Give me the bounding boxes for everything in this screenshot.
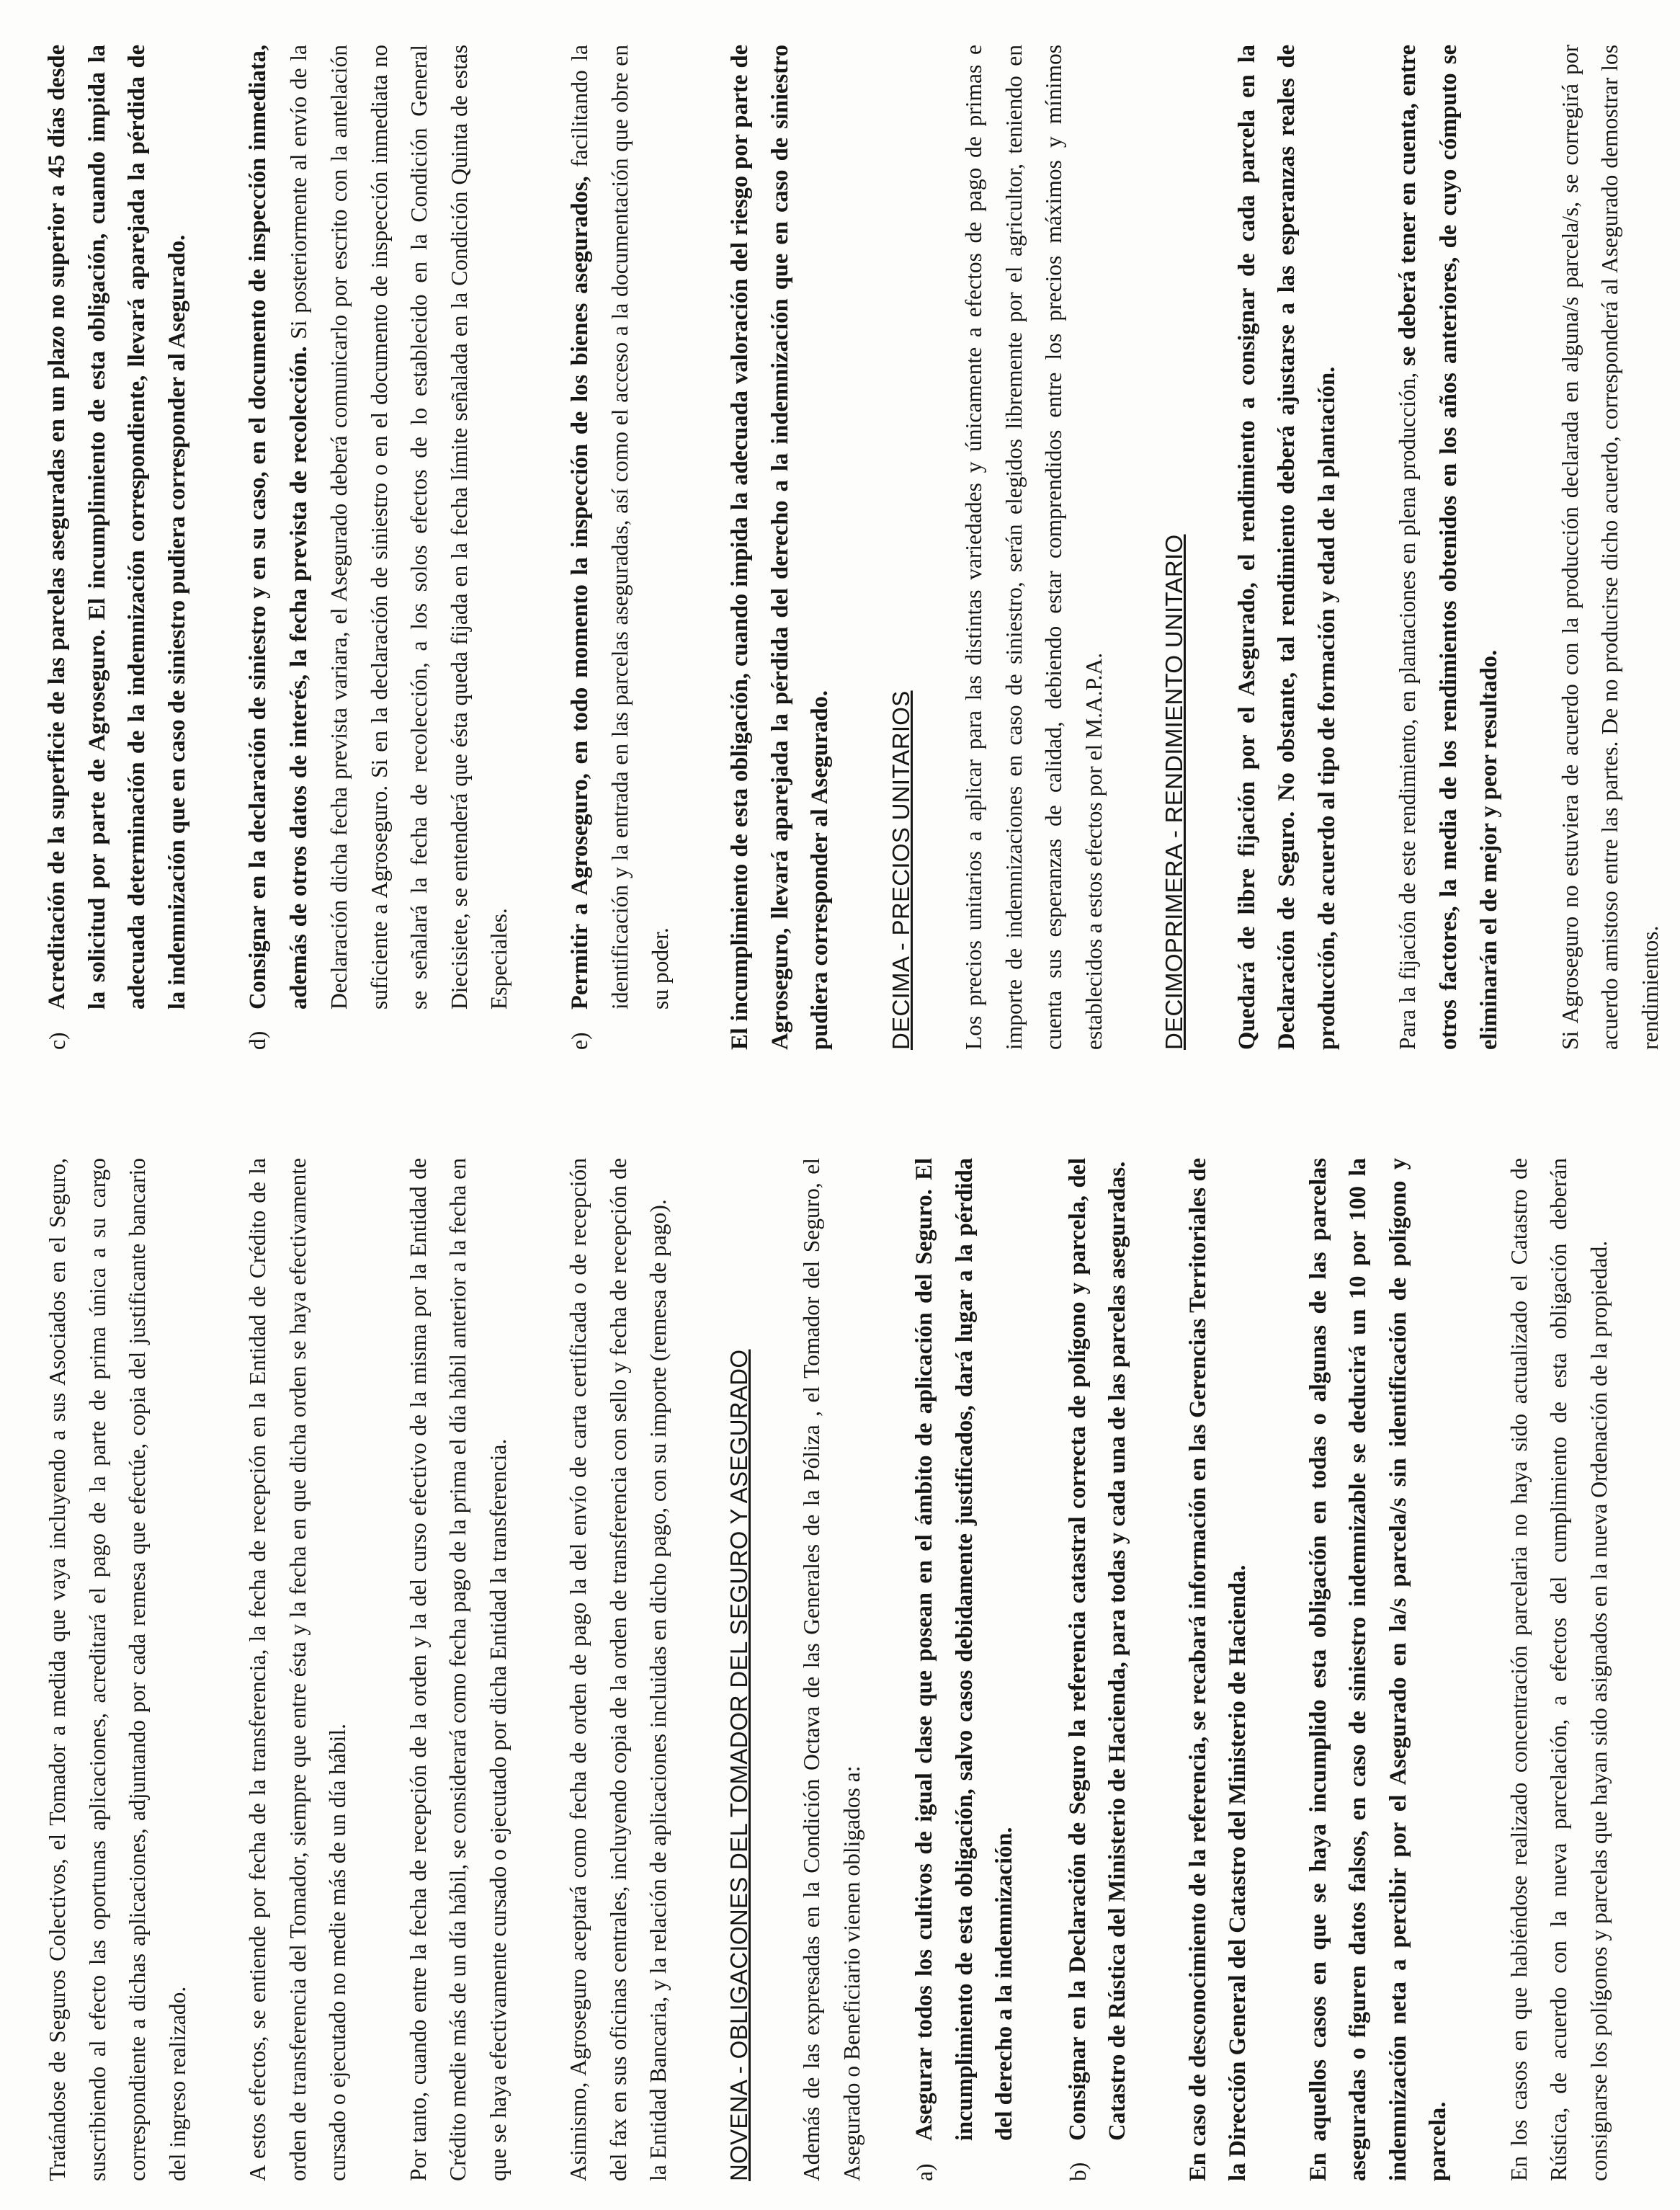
paragraph-yield-calculation — [1388, 45, 1510, 1050]
item-a-label: a) — [912, 2163, 937, 2181]
paragraph-deduction: En aquellos casos en que se haya incumplido esta obligación en todas o algunas de las parcelas aseguradas o figuren datos falsos, en caso de siniestro indemnizable se deducirá un 10 por 100 la indemnización neta a percibir por el Asegurado en la/s parcela/s sin identificación de polígono y parcela. — [1305, 1158, 1451, 2181]
paragraph-transfer-date: A estos efectos, se entiende por fecha de la transferencia, la fecha de recepción en la Entidad de Crédito de la orden de transferencia del Tomador, siempre que entre ésta y la fecha en que dicha orden se haya efectivamente cursado o ejecutado no medie más de un día hábil. — [245, 1158, 350, 2181]
item-d — [238, 45, 519, 1050]
item-e — [560, 45, 681, 1050]
item-d-bold: Consignar en la declaración de siniestro y en su caso, en el documento de inspección inmediata, además de otros datos de interés, la fecha prevista de recolección. — [245, 45, 312, 1010]
item-a-text: Asegurar todos los cultivos de igual clase que posean en el ámbito de aplicación del Seguro. El incumplimiento de esta obligación, salvo casos debidamente justificados, dará lugar a la pérdida del derecho a la indemnización. — [911, 1158, 1017, 2141]
item-b-label: b) — [1065, 2162, 1091, 2181]
paragraph-obligations-intro: Además de las expresadas en la Condición Octava de las Generales de la Póliza , el Tomador del Seguro, el Asegurado o Beneficiario vienen obligados a: — [799, 1158, 864, 2181]
paragraph-agreement: Si Agroseguro no estuviera de acuerdo con la producción declarada en alguna/s parcela/s, se corregirá por acuerdo amistoso entre las partes. De no producirse dicho acuerdo, corresponderá al Asegurado demostrar los rendimientos. — [1557, 45, 1663, 1050]
paragraph-business-day: Por tanto, cuando entre la fecha de recepción de la orden y la del curso efectivo de la misma por la Entidad de Crédito medie más de un día hábil, se considerará como fecha pago de la prima el día hábil anterior a la fecha en que se haya efectivamente cursado o ejecutado por dicha Entidad la transferencia. — [405, 1158, 511, 2181]
item-b-text: Consignar en la Declaración de Seguro la referencia catastral correcta de polígono y parcela, del Catastro de Rústica del Ministerio de Hacienda, para todas y cada una de las parcelas aseguradas. — [1064, 1158, 1130, 2141]
paragraph-colective-insurance: Tratándose de Seguros Colectivos, el Tomador a medida que vaya incluyendo a sus Asociados en el Seguro, suscribiendo al efecto las oportunas aplicaciones, acreditará el pago de la parte de prima única a su cargo correspondiente a dichas aplicaciones, adjuntando por cada remesa que efectúe, copia del justificante bancario del ingreso realizado. — [45, 1158, 190, 2181]
item-d-label: d) — [245, 1030, 270, 1050]
item-b — [1058, 1158, 1138, 2181]
right-column — [37, 45, 1670, 1050]
paragraph-concentracion-parcelaria: En los casos en que habiéndose realizado concentración parcelaria no haya sido actualizado el Catastro de Rústica, de acuerdo con la nueva parcelación, a efectos del cumplimiento de esta obligación deberán consignarse los polígonos y parcelas que hayan sido asignados en la nueva Ordenación de la propiedad. — [1506, 1158, 1612, 2181]
paragraph-inspection-penalty: El incumplimiento de esta obligación, cuando impida la adecuada valoración del riesgo por parte de Agroseguro, llevará aparejada la pérdida del derecho a la indemnización que en caso de siniestro pudiera corresponder al Asegurado. — [727, 45, 833, 1050]
item-c — [37, 45, 197, 1050]
yield-calculation-normal: Para la fijación de este rendimiento, en plantaciones en plena producción, — [1395, 365, 1420, 1050]
item-e-text: facilitando la identificación y la entrada en las parcelas aseguradas, así como el acceso a la documentación que obre en su poder. — [566, 45, 673, 1010]
paragraph-unit-prices: Los precios unitarios a aplicar para las distintas variedades y únicamente a efectos de pago de primas e importe de indemnizaciones en caso de siniestro, serán elegidos libremente por el agricultor, teniendo en cuenta sus esperanzas de calidad, debiendo estar comprendidos entre los precios máximos y mínimos establecidos a estos efectos por el M.A.P.A. — [961, 45, 1107, 1050]
item-e-label: e) — [566, 1032, 592, 1050]
paragraph-catastro-reference: En caso de desconocimiento de la referencia, se recabará información en las Gerencias Territoriales de la Dirección General del Catastro del Ministerio de Hacienda. — [1184, 1158, 1251, 2181]
heading-decima: DECIMA - PRECIOS UNITARIOS — [887, 690, 914, 1050]
paragraph-free-yield: Quedará de libre fijación por el Asegurado, el rendimiento a consignar de cada parcela en la Declaración de Seguro. No obstante, tal rendimiento deberá ajustarse a las esperanzas reales de producción, de acuerdo al tipo de formación y edad de la plantación. — [1233, 45, 1340, 1050]
item-d-text: Si posteriormente al envío de la Declaración dicha fecha prevista variara, el Asegurado deberá comunicarlo por escrito con la antelación suficiente a Agroseguro. Si en la declaración de siniestro o en el documento de inspección inmediata no se señalará la fecha de recolección, a los solos efectos de lo establecido en la Condición General Diecisiete, se entenderá que ésta queda fijada en la fecha límite señalada en la Condición Quinta de estas Especiales. — [285, 44, 511, 1010]
item-c-label: c) — [45, 1032, 70, 1050]
paragraph-certified-letter: Asimismo, Agroseguro aceptará como fecha de orden de pago la del envío de carta certificada o de recepción del fax en sus oficinas centrales, incluyendo copia de la orden de transferencia con sello y fecha de recepción de la Entidad Bancaria, y la relación de aplicaciones incluidas en dicho pago, con su importe (remesa de pago). — [566, 1158, 671, 2181]
left-column — [37, 1158, 1619, 2181]
item-a — [905, 1158, 1025, 2181]
yield-calculation-bold: se deberá tener en cuenta, entre otros factores, la media de los rendimientos obtenidos en los años anteriores, de cuyo cómputo se eliminarán el de mejor y peor resultado. — [1395, 45, 1502, 1050]
item-c-text: Acreditación de la superficie de las parcelas aseguradas en un plazo no superior a 45 días desde la solicitud por parte de Agroseguro. El incumplimiento de esta obligación, cuando impida la adecuada determinación de la indemnización correspondiente, llevará aparejada la pérdida de la indemnización que en caso de siniestro pudiera corresponder al Asegurado. — [44, 45, 190, 1010]
heading-novena: NOVENA - OBLIGACIONES DEL TOMADOR DEL SEGURO Y ASEGURADO — [725, 1349, 752, 2181]
item-e-bold: Permitir a Agroseguro, en todo momento la inspección de los bienes asegurados, — [566, 176, 593, 1010]
heading-decimoprimera: DECIMOPRIMERA - RENDIMIENTO UNITARIO — [1161, 534, 1187, 1050]
